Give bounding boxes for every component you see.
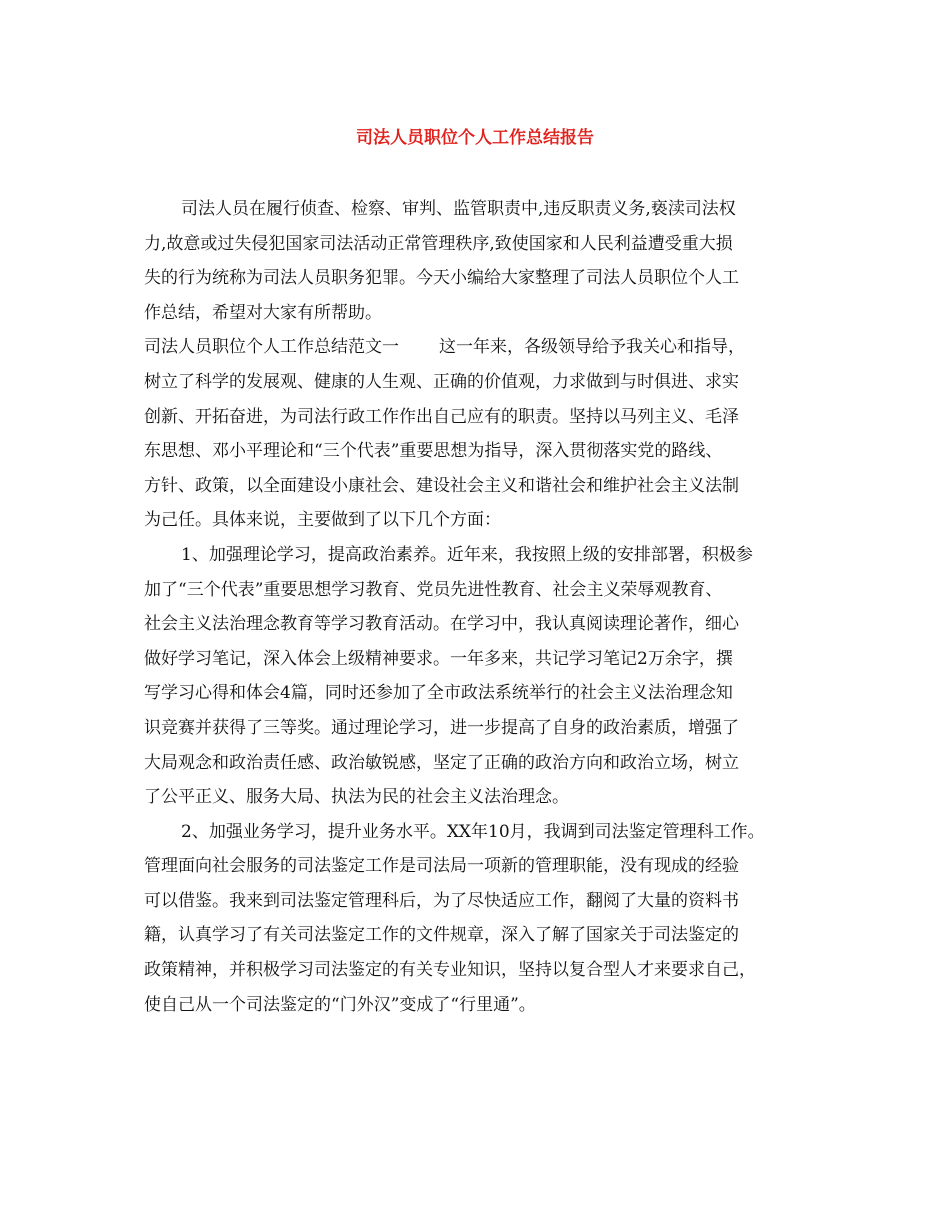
paragraph-line: 可以借鉴。我来到司法鉴定管理科后，为了尽快适应工作，翻阅了大量的资料书 <box>144 890 739 911</box>
paragraph-line: 力,故意或过失侵犯国家司法活动正常管理秩序,致使国家和人民利益遭受重大损 <box>144 233 733 254</box>
section-heading-line <box>144 330 812 365</box>
paragraph-line: 失的行为统称为司法人员职务犯罪。今天小编给大家整理了司法人员职位个人工 <box>144 268 739 289</box>
paragraph-line: 作总结，希望对大家有所帮助。 <box>144 302 382 323</box>
paragraph-line: 创新、开拓奋进，为司法行政工作作出自己应有的职责。坚持以马列主义、毛泽 <box>144 406 739 427</box>
paragraph-line: 写学习心得和体会4篇，同时还参加了全市政法系统举行的社会主义法治理念知 <box>144 683 733 704</box>
paragraph-line: 社会主义法治理念教育等学习教育活动。在学习中，我认真阅读理论著作，细心 <box>144 614 739 635</box>
paragraph-line: 加了“三个代表”重要思想学习教育、党员先进性教育、社会主义荣辱观教育、 <box>144 579 723 600</box>
paragraph-line: 东思想、邓小平理论和“三个代表”重要思想为指导，深入贯彻落实党的路线、 <box>144 441 723 462</box>
paragraph-line: 方针、政策，以全面建设小康社会、建设社会主义和谐社会和维护社会主义法制 <box>144 475 739 496</box>
paragraph-line: 籍，认真学习了有关司法鉴定工作的文件规章，深入了解了国家关于司法鉴定的 <box>144 925 739 946</box>
paragraph-line: 识竞赛并获得了三等奖。通过理论学习，进一步提高了自身的政治素质，增强了 <box>144 717 739 738</box>
paragraph-line: 树立了科学的发展观、健康的人生观、正确的价值观，力求做到与时俱进、求实 <box>144 371 739 392</box>
paragraph-line: 做好学习笔记，深入体会上级精神要求。一年多来，共记学习笔记2万余字，撰 <box>144 648 733 669</box>
paragraph-line: 了公平正义、服务大局、执法为民的社会主义法治理念。 <box>144 787 569 808</box>
paragraph-line: 大局观念和政治责任感、政治敏锐感，坚定了正确的政治方向和政治立场，树立 <box>144 752 739 773</box>
paragraph-line: 司法人员在履行侦查、检察、审判、监管职责中,违反职责义务,亵渎司法权 <box>181 199 736 219</box>
document-body <box>144 192 812 1022</box>
document-title: 司法人员职位个人工作总结报告 <box>356 128 594 148</box>
paragraph-line: 1、加强理论学习，提高政治素养。近年来，我按照上级的安排部署，积极参 <box>181 544 753 565</box>
paragraph-line: 为己任。具体来说，主要做到了以下几个方面： <box>144 510 501 531</box>
paragraph-line: 政策精神，并积极学习司法鉴定的有关专业知识，坚持以复合型人才来要求自己， <box>144 960 756 981</box>
paragraph-line: 2、加强业务学习，提升业务水平。XX年10月，我调到司法鉴定管理科工作。 <box>181 821 765 842</box>
paragraph-text: 这一年来，各级领导给予我关心和指导， <box>439 337 745 358</box>
section-heading: 司法人员职位个人工作总结范文一 <box>144 337 399 358</box>
paragraph-line: 管理面向社会服务的司法鉴定工作是司法局一项新的管理职能，没有现成的经验 <box>144 856 739 877</box>
paragraph-line: 使自己从一个司法鉴定的“门外汉”变成了“行里通”。 <box>144 994 536 1015</box>
